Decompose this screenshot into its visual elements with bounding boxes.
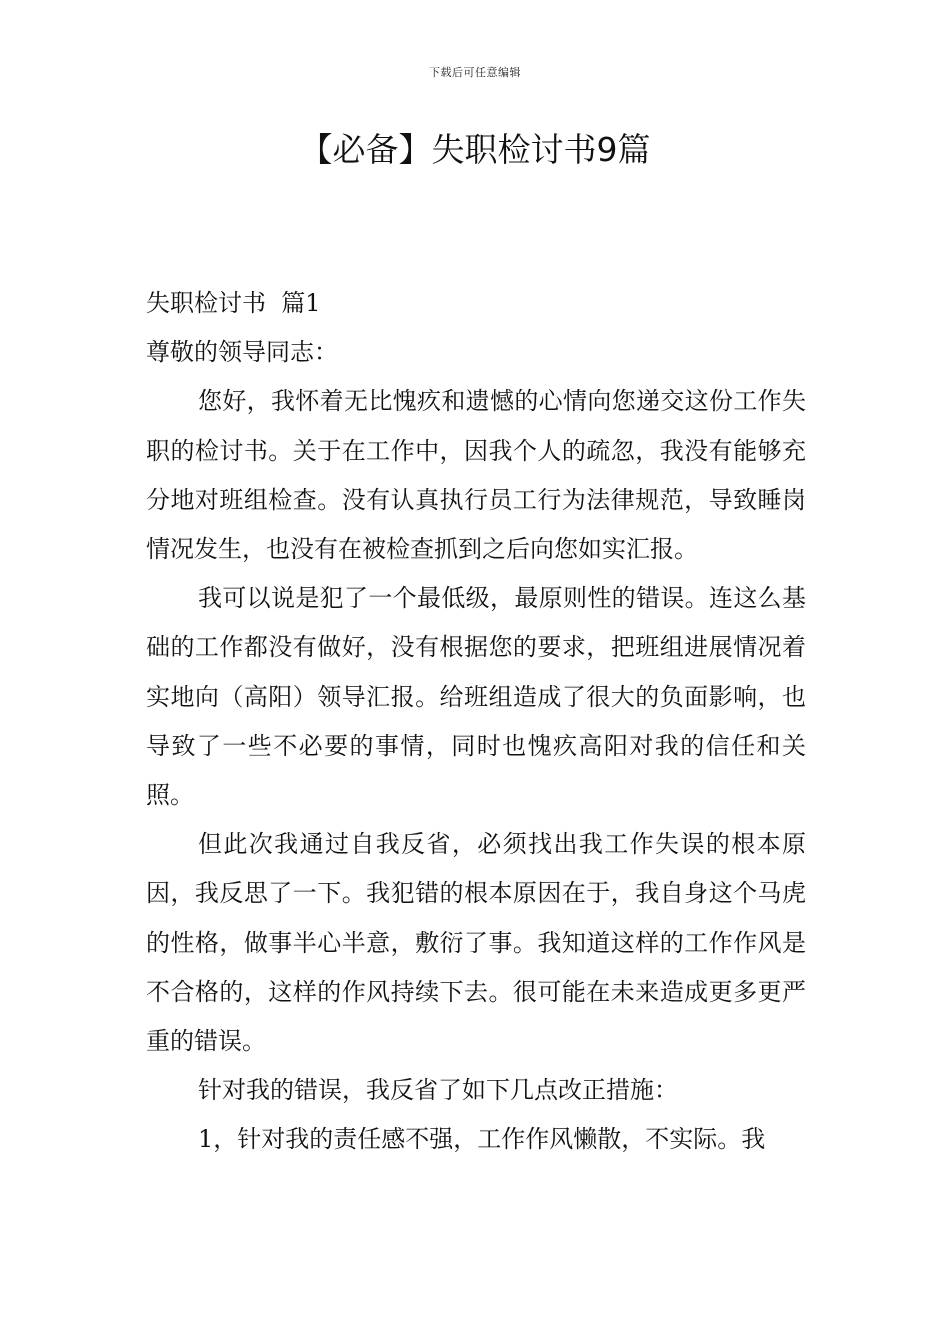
salutation: 尊敬的领导同志： (146, 338, 338, 367)
paragraph-2: 我可以说是犯了一个最低级，最原则性的错误。连这么基础的工作都没有做好，没有根据您的要求，把班组进展情况着实地向（高阳）领导汇报。给班组造成了很大的负面影响，也导致了一些不必要的事情，同时也愧疚高阳对我的信任和关照。 (146, 584, 806, 810)
paragraph-4: 针对我的错误，我反省了如下几点改正措施： (198, 1076, 678, 1105)
document-title: 【必备】失职检讨书9篇 (299, 130, 651, 169)
paragraph-1: 您好，我怀着无比愧疚和遗憾的心情向您递交这份工作失职的检讨书。关于在工作中，因我个人的疏忽，我没有能够充分地对班组检查。没有认真执行员工行为法律规范，导致睡岗情况发生，也没有在被检查抓到之后向您如实汇报。 (146, 387, 806, 564)
section-heading: 失职检讨书 篇1 (146, 289, 321, 317)
document-body (146, 279, 806, 1165)
paragraph-5: 1，针对我的责任感不强，工作作风懒散，不实际。我 (198, 1125, 766, 1154)
header-note: 下载后可任意编辑 (429, 66, 521, 79)
paragraph-3: 但此次我通过自我反省，必须找出我工作失误的根本原因，我反思了一下。我犯错的根本原因在于，我自身这个马虎的性格，做事半心半意，敷衍了事。我知道这样的工作作风是不合格的，这样的作风持续下去。很可能在未来造成更多更严重的错误。 (146, 830, 806, 1056)
